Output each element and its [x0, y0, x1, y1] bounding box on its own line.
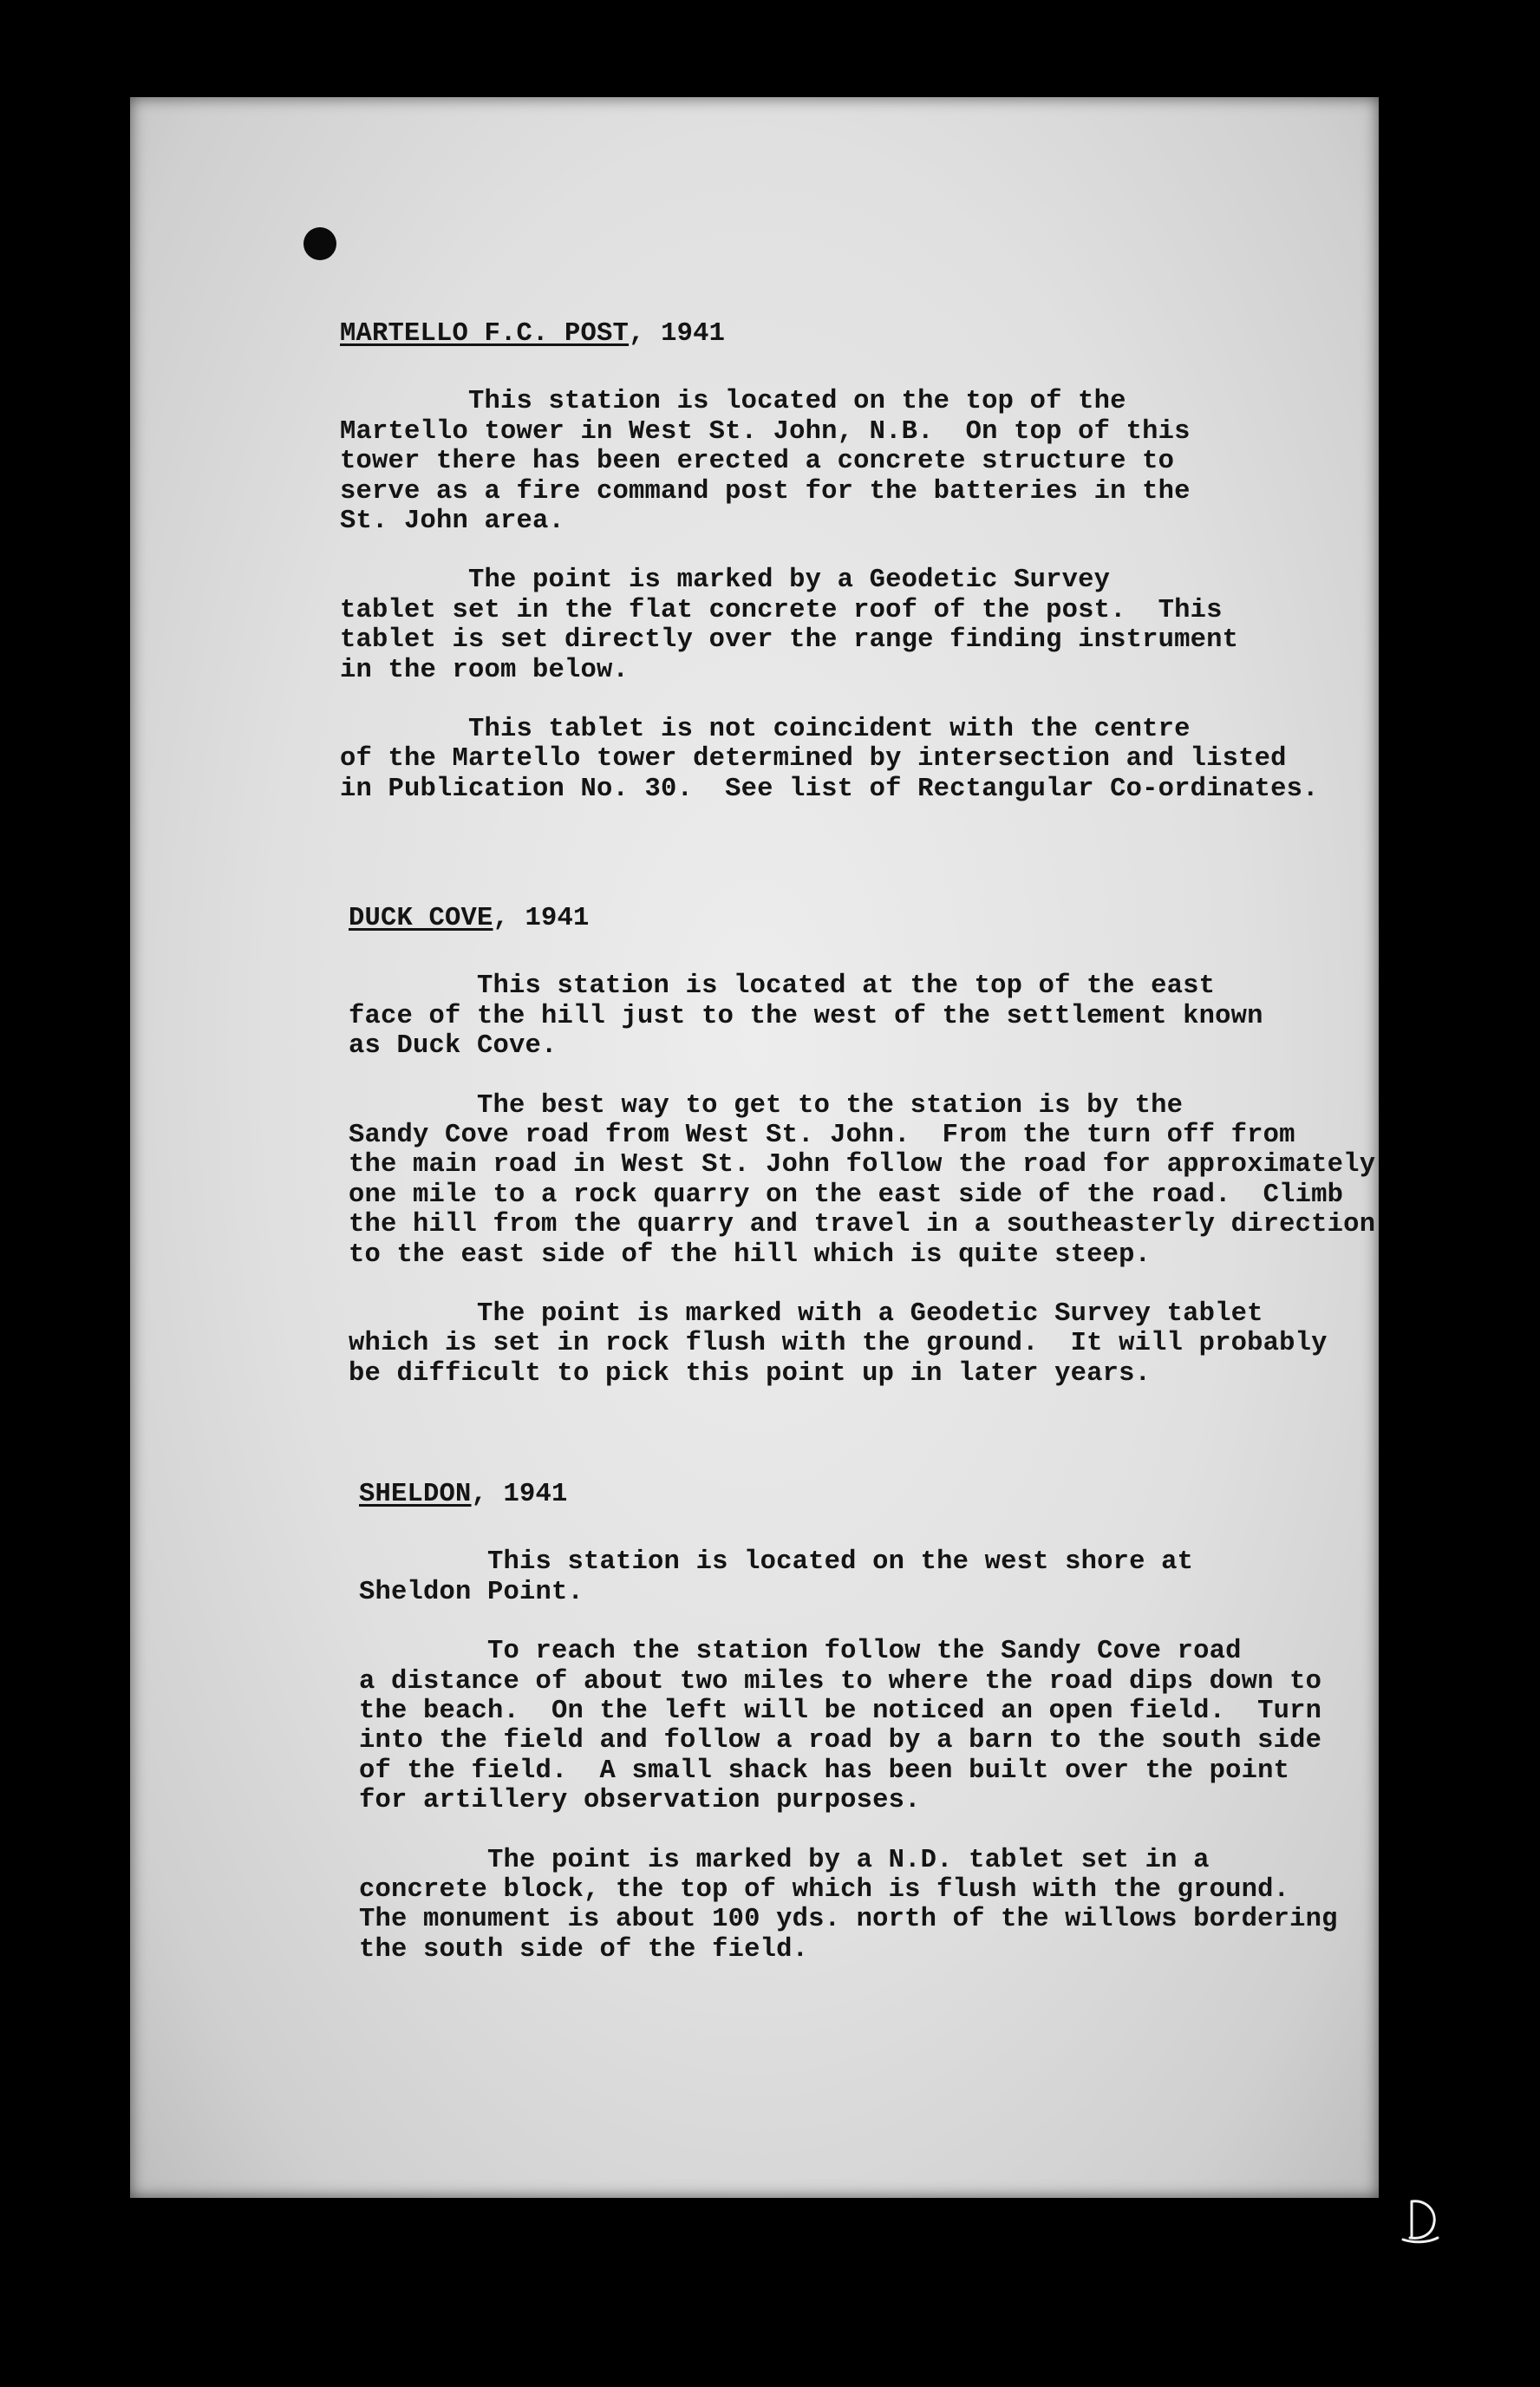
paragraph: The best way to get to the station is by the Sandy Cove road from West St. John. From the turn off from the main road in West St. John follow the road for approximately one mile to a rock quarry on the east side of the road. Climb the hill from the quarry and travel in a southeasterly direction to the east side of the hill which is quite steep. [349, 1090, 1376, 1270]
station-section-duck-cove [349, 904, 1375, 1389]
station-heading [349, 904, 1375, 933]
station-section-sheldon [359, 1480, 1338, 1965]
punch-hole [303, 227, 336, 260]
station-section-martello [340, 319, 1319, 804]
station-heading [359, 1480, 1338, 1509]
station-year: , 1941 [629, 319, 726, 349]
document-page [130, 97, 1379, 2198]
paragraph: The point is marked by a N.D. tablet set in a concrete block, the top of which is flush with the ground. The monument is about 100 yds. north of the willows bordering the south side of the field. [359, 1845, 1338, 1965]
paragraph: To reach the station follow the Sandy Cove road a distance of about two miles to where the road dips down to the beach. On the left will be noticed an open field. Turn into the field and follow a road by a barn to the south side of the field. A small shack has been built over the point for artillery observation purposes. [359, 1637, 1322, 1816]
paragraph: This station is located at the top of the east face of the hill just to the west of the settlement known as Duck Cove. [349, 971, 1263, 1062]
paragraph: This tablet is not coincident with the centre of the Martello tower determined by intersection and listed in Publication No. 30. See list of Rectangular Co-ordinates. [340, 715, 1319, 804]
paragraph: The point is marked with a Geodetic Survey tablet which is set in rock flush with the ground. It will probably be difficult to pick this point up in later years. [349, 1299, 1328, 1389]
paragraph: This station is located on the top of the Martello tower in West St. John, N.B. On top of this tower there has been erected a concrete structure to serve as a fire command post for the batteries in the St. John area. [340, 387, 1191, 537]
station-heading [340, 319, 1319, 349]
paragraph: The point is marked by a Geodetic Survey tablet set in the flat concrete roof of the post. This tablet is set directly over the range finding instrument in the room below. [340, 566, 1239, 685]
station-year: , 1941 [493, 904, 590, 933]
station-name: MARTELLO F.C. POST [340, 319, 630, 349]
paragraph: This station is located on the west shore at Sheldon Point. [359, 1547, 1194, 1607]
handwritten-mark [1396, 2196, 1443, 2245]
station-year: , 1941 [471, 1480, 568, 1509]
station-name: DUCK COVE [349, 904, 493, 933]
station-name: SHELDON [359, 1480, 472, 1509]
